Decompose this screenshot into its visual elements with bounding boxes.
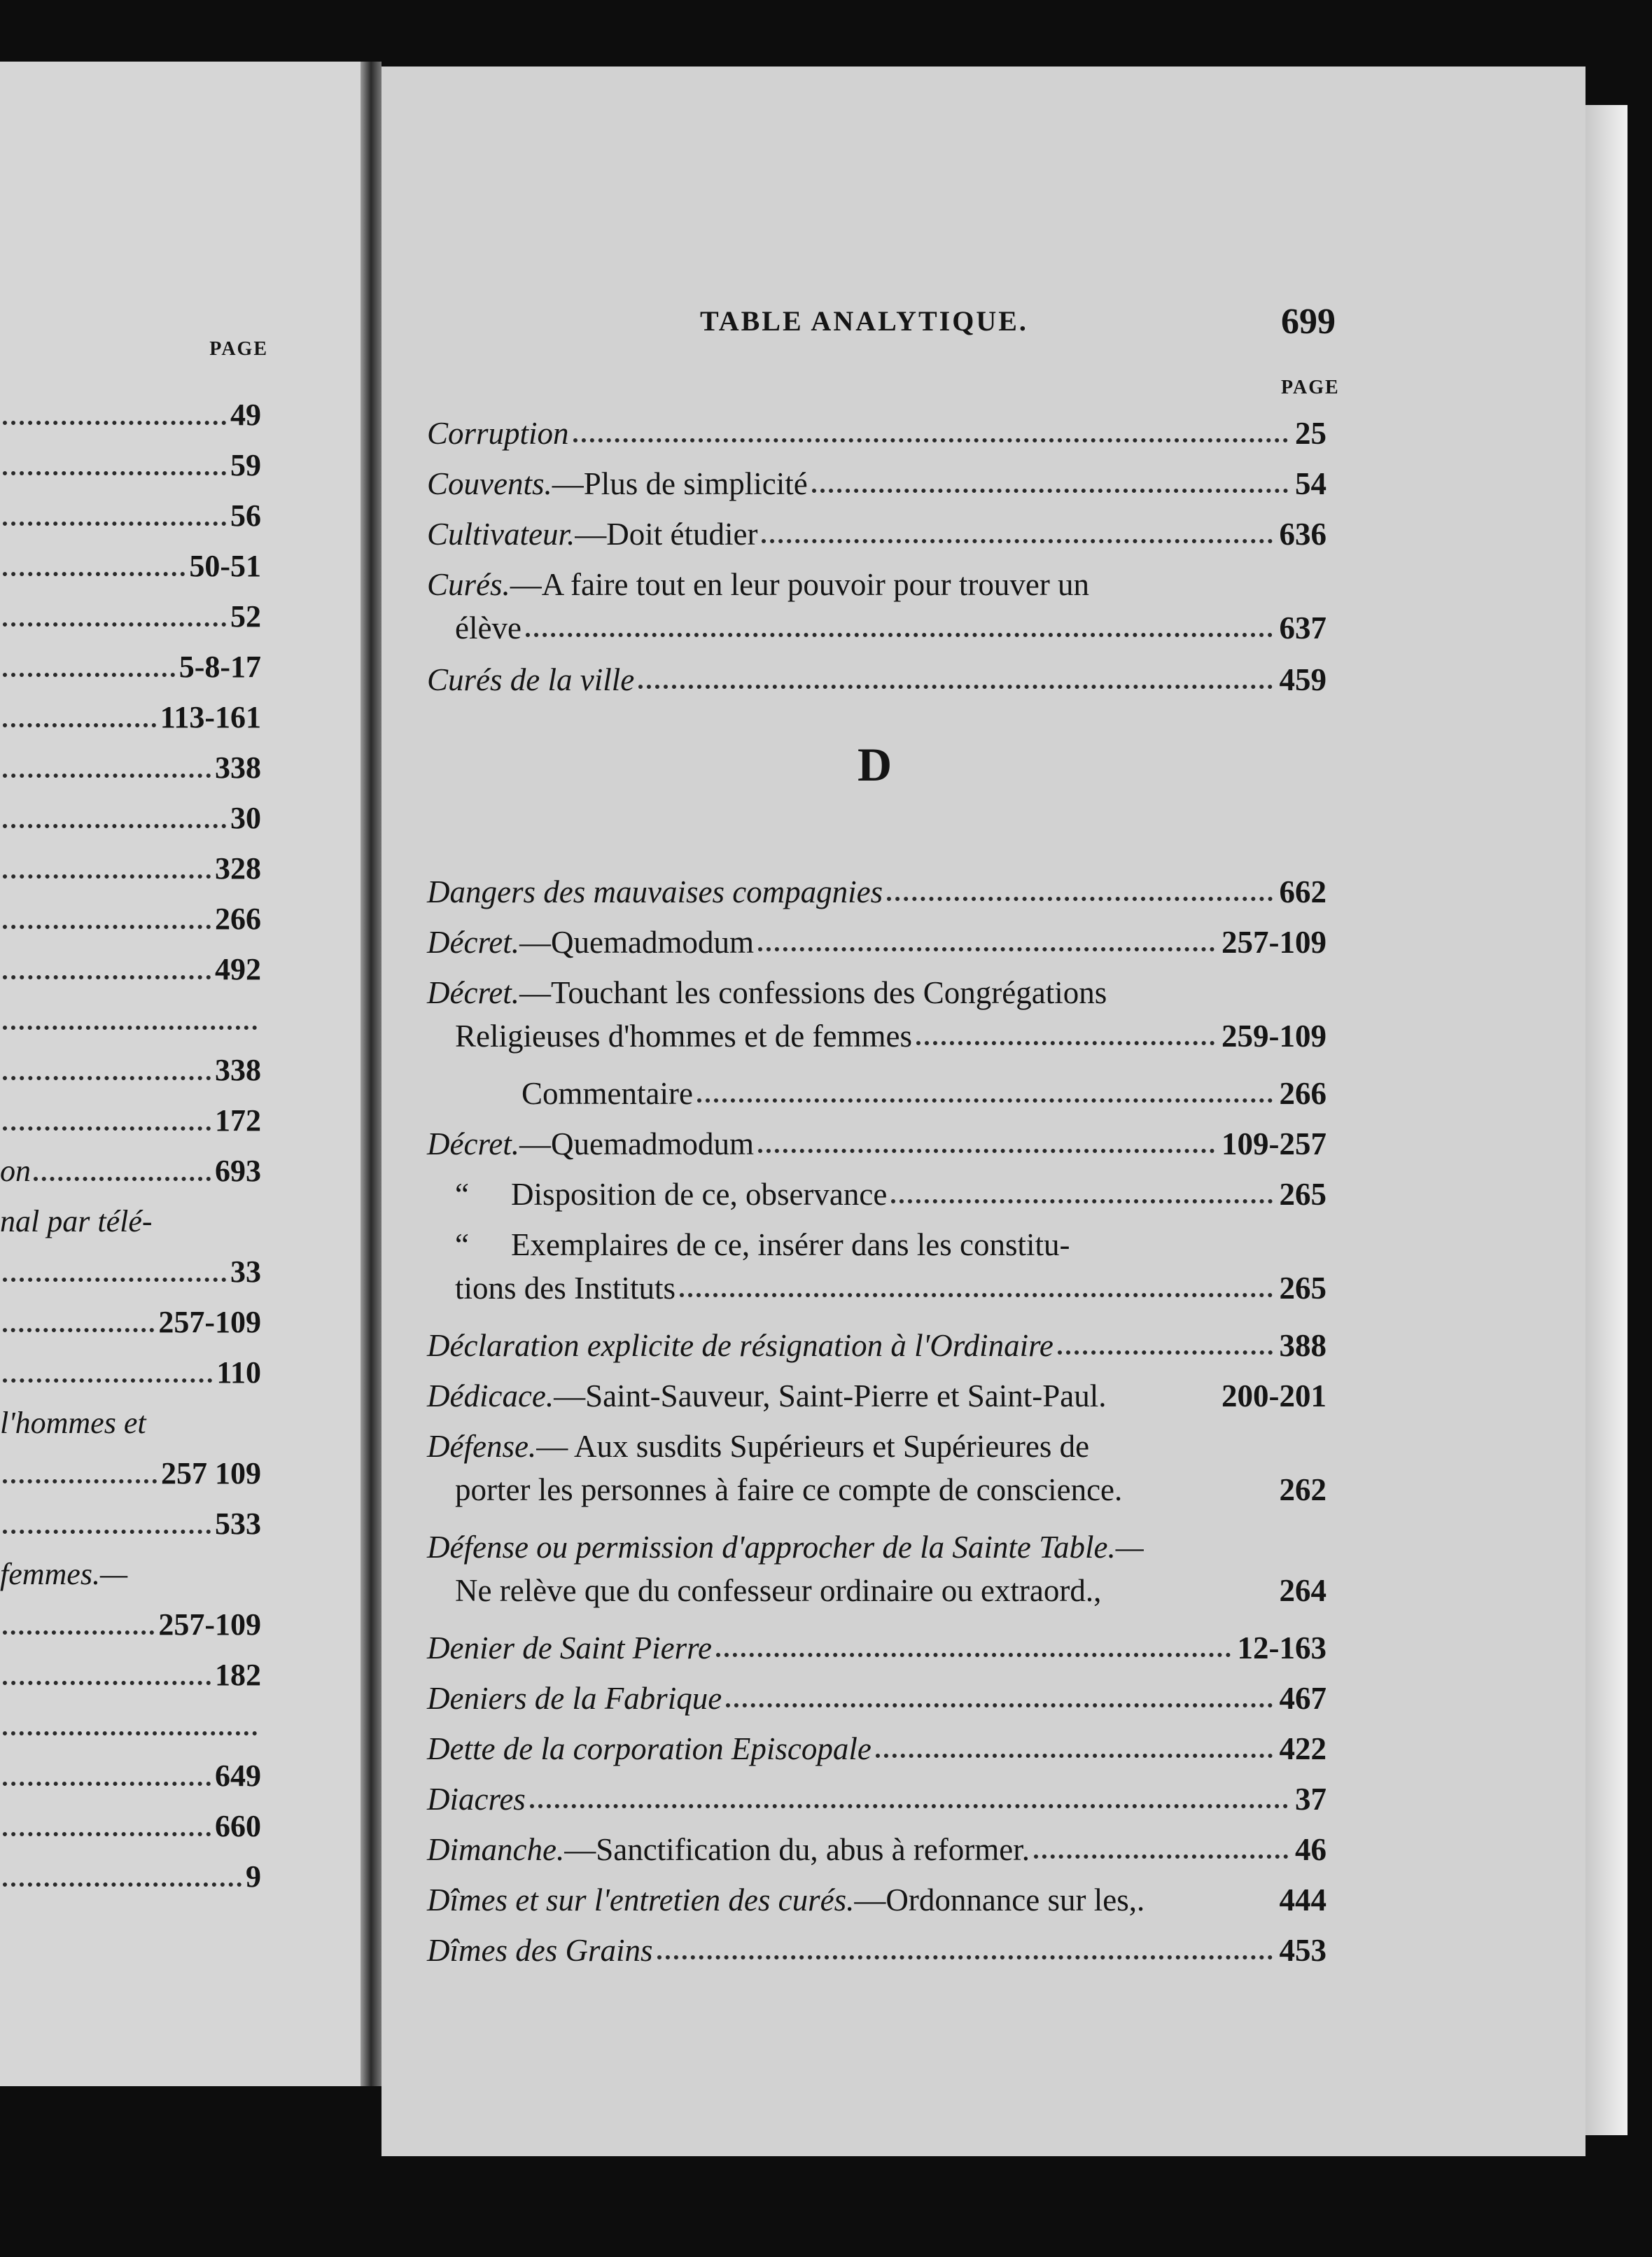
left-entry-page: 338 <box>215 1053 261 1087</box>
leader-dots <box>3 572 185 576</box>
entry-page: 265 <box>1279 1271 1326 1306</box>
left-index-line <box>0 1086 261 1136</box>
entry-term: Déclaration explicite de résignation à l'Ordinaire <box>427 1328 1054 1363</box>
page-column-head: PAGE <box>1281 377 1340 398</box>
index-entry <box>427 1419 1326 1506</box>
index-entry <box>427 1721 1326 1765</box>
leader-dots <box>3 1378 212 1383</box>
entry-text: —Quemadmodum <box>519 925 754 960</box>
entry-page: 46 <box>1295 1832 1326 1867</box>
entry-text: Exemplaires de ce, insérer dans les constitu- <box>511 1227 1070 1262</box>
left-index-line <box>0 582 261 632</box>
leader-dots <box>3 824 226 828</box>
entry-page: 257-109 <box>1222 925 1326 960</box>
left-entry-page: 59 <box>230 448 261 482</box>
left-index-line <box>0 683 261 733</box>
entry-page: 388 <box>1279 1328 1326 1363</box>
left-entry-page: 110 <box>216 1355 261 1390</box>
index-entry <box>427 652 1326 696</box>
left-entry-page: 30 <box>230 801 261 835</box>
index-entry <box>427 1167 1326 1210</box>
left-index-line <box>0 1691 261 1741</box>
left-index-line <box>0 531 261 582</box>
leader-dots <box>3 1731 257 1735</box>
entry-page: 12-163 <box>1237 1630 1326 1665</box>
left-index-line <box>0 632 261 683</box>
entry-term: Dimanche. <box>427 1832 565 1867</box>
entry-text: —A faire tout en leur pouvoir pour trouver un <box>510 567 1090 602</box>
entry-text: Disposition de ce, observance <box>511 1177 888 1212</box>
entry-page: 459 <box>1279 662 1326 697</box>
entry-page: 54 <box>1295 466 1326 501</box>
entry-page: 636 <box>1279 517 1326 552</box>
left-entry-page: 172 <box>215 1103 261 1138</box>
index-entry <box>427 456 1326 500</box>
entry-page: 259-109 <box>1222 1019 1326 1054</box>
left-entry-page: 50-51 <box>189 549 261 583</box>
entry-term: Dîmes des Grains <box>427 1933 653 1968</box>
left-index-line <box>0 1539 261 1590</box>
entry-term: Corruption <box>427 416 569 451</box>
leader-dots <box>3 975 211 979</box>
left-entry-page: 113-161 <box>160 700 261 734</box>
entry-term: Denier de Saint Pierre <box>427 1630 712 1665</box>
left-index-line <box>0 834 261 884</box>
entry-continuation: porter les personnes à faire ce compte de conscience. <box>455 1472 1123 1507</box>
leader-dots <box>3 874 211 879</box>
left-entry-text: nal par télé- <box>0 1204 153 1238</box>
leader-dots <box>526 633 1273 637</box>
entry-page: 109-257 <box>1222 1126 1326 1161</box>
leader-dots <box>1034 1854 1288 1859</box>
leader-dots <box>530 1804 1288 1808</box>
entry-term: Cultivateur. <box>427 517 575 552</box>
left-index-line <box>0 431 261 481</box>
leader-dots <box>680 1293 1272 1297</box>
entry-text: —Touchant les confessions des Congrégations <box>519 975 1107 1010</box>
leader-dots <box>3 673 175 677</box>
left-entry-page: 56 <box>230 498 261 533</box>
entry-page: 262 <box>1279 1472 1326 1507</box>
leader-dots <box>3 1479 157 1483</box>
left-entry-page: 492 <box>215 952 261 986</box>
leader-dots <box>726 1703 1272 1707</box>
left-index-line <box>0 1640 261 1691</box>
leader-dots <box>3 421 226 425</box>
left-index-line <box>0 1842 261 1892</box>
left-entry-page: 257-109 <box>158 1305 261 1339</box>
leader-dots <box>891 1199 1272 1203</box>
entry-term: Curés. <box>427 567 510 602</box>
left-entry-page: 33 <box>230 1255 261 1289</box>
left-entry-page: 257-109 <box>158 1607 261 1642</box>
leader-dots <box>3 1278 226 1282</box>
leader-dots <box>3 1681 211 1685</box>
index-entry <box>427 1066 1326 1110</box>
left-index-line <box>0 1489 261 1539</box>
left-index-line <box>0 783 261 834</box>
entry-page: 264 <box>1279 1573 1326 1608</box>
left-entry-page: 649 <box>215 1759 261 1793</box>
entry-page: 200-201 <box>1222 1378 1326 1413</box>
leader-dots <box>3 471 226 475</box>
index-entry <box>427 1923 1326 1966</box>
left-entry-text: femmes.— <box>0 1557 128 1591</box>
left-page <box>0 62 360 2086</box>
page-number: 699 <box>1281 302 1336 342</box>
index-entry <box>427 865 1326 908</box>
leader-dots <box>812 489 1288 493</box>
index-entry <box>427 406 1326 449</box>
left-entry-page: 338 <box>215 750 261 785</box>
entry-page: 444 <box>1279 1882 1326 1917</box>
leader-dots <box>916 1041 1214 1045</box>
leader-dots <box>3 1126 211 1131</box>
left-entry-page: 5-8-17 <box>178 650 261 684</box>
index-entry <box>427 1671 1326 1714</box>
leader-dots <box>3 1026 257 1030</box>
leader-dots <box>716 1653 1231 1657</box>
left-index-line <box>0 1338 261 1388</box>
left-entry-page: 182 <box>215 1658 261 1692</box>
left-page-column-head: PAGE <box>209 338 268 360</box>
left-index-line <box>0 1136 261 1187</box>
entry-page: 422 <box>1279 1731 1326 1766</box>
left-index-line <box>0 380 261 431</box>
entry-term: Couvents. <box>427 466 552 501</box>
leader-dots <box>762 539 1272 543</box>
leader-dots <box>573 438 1288 442</box>
left-index-line <box>0 1590 261 1640</box>
left-index-line <box>0 935 261 985</box>
running-title: TABLE ANALYTIQUE. <box>700 305 1028 337</box>
entry-page: 265 <box>1279 1177 1326 1212</box>
left-entry-page: 533 <box>215 1507 261 1541</box>
entry-text: — Aux susdits Supérieurs et Supérieures de <box>536 1429 1090 1464</box>
left-index-line <box>0 985 261 1035</box>
left-entry-page: 660 <box>215 1809 261 1843</box>
left-index-line <box>0 1287 261 1338</box>
leader-dots <box>3 1782 211 1786</box>
section-letter-heading: D <box>858 738 892 791</box>
index-entry <box>427 1772 1326 1815</box>
entry-page: 25 <box>1295 416 1326 451</box>
ditto-mark: “ <box>455 1177 469 1212</box>
entry-term: Défense. <box>427 1429 537 1464</box>
entry-term: Décret. <box>427 925 520 960</box>
leader-dots <box>3 1832 211 1836</box>
entry-term: Défense ou permission d'approcher de la Sainte Table.— <box>427 1530 1144 1565</box>
leader-dots <box>3 774 211 778</box>
index-entry <box>427 965 1326 1052</box>
leader-dots <box>638 685 1272 689</box>
leader-dots <box>3 1630 154 1635</box>
left-index-line <box>0 481 261 531</box>
left-entry-page: 9 <box>246 1859 261 1894</box>
entry-page: 266 <box>1279 1076 1326 1111</box>
entry-term: Dîmes et sur l'entretien des curés. <box>427 1882 855 1917</box>
left-index-line <box>0 1187 261 1237</box>
index-entry <box>427 507 1326 550</box>
leader-dots <box>3 522 226 526</box>
left-index-line <box>0 1791 261 1842</box>
entry-text: —Ordonnance sur les,. <box>854 1882 1145 1917</box>
leader-dots <box>758 1149 1214 1153</box>
index-entry <box>427 1318 1326 1362</box>
entry-term: Décret. <box>427 975 520 1010</box>
leader-dots <box>34 1177 211 1181</box>
entry-text: —Doit étudier <box>575 517 758 552</box>
entry-page: 662 <box>1279 874 1326 909</box>
index-entry <box>427 1520 1326 1607</box>
leader-dots <box>1058 1350 1273 1355</box>
entry-term: Diacres <box>427 1782 526 1817</box>
left-index-line <box>0 1439 261 1489</box>
index-entry <box>427 557 1326 644</box>
left-index-line <box>0 1035 261 1086</box>
entry-continuation: tions des Instituts <box>455 1271 676 1306</box>
entry-continuation: élève <box>455 610 522 645</box>
left-entry-text: on <box>0 1154 31 1188</box>
leader-dots <box>3 1076 211 1080</box>
leader-dots <box>3 723 156 727</box>
leader-dots <box>887 897 1272 901</box>
entry-term: Dédicace. <box>427 1378 554 1413</box>
entry-term: Décret. <box>427 1126 520 1161</box>
leader-dots <box>876 1754 1273 1758</box>
leader-dots <box>3 1530 211 1534</box>
index-entry <box>427 1217 1326 1304</box>
leader-dots <box>3 1328 154 1332</box>
leader-dots <box>697 1098 1273 1103</box>
entry-page: 467 <box>1279 1681 1326 1716</box>
index-entry <box>427 1621 1326 1664</box>
leader-dots <box>3 1882 241 1887</box>
entry-continuation: Religieuses d'hommes et de femmes <box>455 1019 912 1054</box>
entry-page: 453 <box>1279 1933 1326 1968</box>
right-page <box>382 67 1586 2156</box>
leader-dots <box>3 925 211 929</box>
left-entry-page: 49 <box>230 398 261 432</box>
entry-text: —Saint-Sauveur, Saint-Pierre et Saint-Paul. <box>554 1378 1107 1413</box>
left-entry-page: 693 <box>215 1154 261 1188</box>
left-entry-page: 52 <box>230 599 261 634</box>
entry-text: —Quemadmodum <box>519 1126 754 1161</box>
entry-page: 637 <box>1279 610 1326 645</box>
left-entry-page: 257 109 <box>161 1456 261 1490</box>
entry-continuation: Ne relève que du confesseur ordinaire ou extraord., <box>455 1573 1102 1608</box>
left-entry-text: l'hommes et <box>0 1406 146 1440</box>
entry-page: 37 <box>1295 1782 1326 1817</box>
leader-dots <box>657 1955 1273 1959</box>
left-index-line <box>0 1237 261 1287</box>
entry-term: Deniers de la Fabrique <box>427 1681 722 1716</box>
entry-term: Curés de la ville <box>427 662 635 697</box>
left-entry-page: 266 <box>215 902 261 936</box>
entry-term: Dette de la corporation Episcopale <box>427 1731 872 1766</box>
ditto-mark: “ <box>455 1227 469 1262</box>
left-index-line <box>0 1741 261 1791</box>
leader-dots <box>3 622 226 627</box>
left-entry-page: 328 <box>215 851 261 886</box>
entry-text: Commentaire <box>522 1076 693 1111</box>
entry-text: —Sanctification du, abus à reformer. <box>564 1832 1030 1867</box>
entry-term: Dangers des mauvaises compagnies <box>427 874 883 909</box>
index-entry <box>427 1369 1326 1412</box>
left-index-line <box>0 884 261 935</box>
entry-text: —Plus de simplicité <box>552 466 808 501</box>
left-index-line <box>0 1388 261 1439</box>
index-entry <box>427 1873 1326 1916</box>
index-entry <box>427 915 1326 958</box>
index-entry <box>427 1822 1326 1866</box>
book-gutter <box>360 62 382 2086</box>
index-entry <box>427 1117 1326 1160</box>
page-edge <box>1586 105 1628 2135</box>
leader-dots <box>758 947 1214 951</box>
left-index-line <box>0 733 261 783</box>
